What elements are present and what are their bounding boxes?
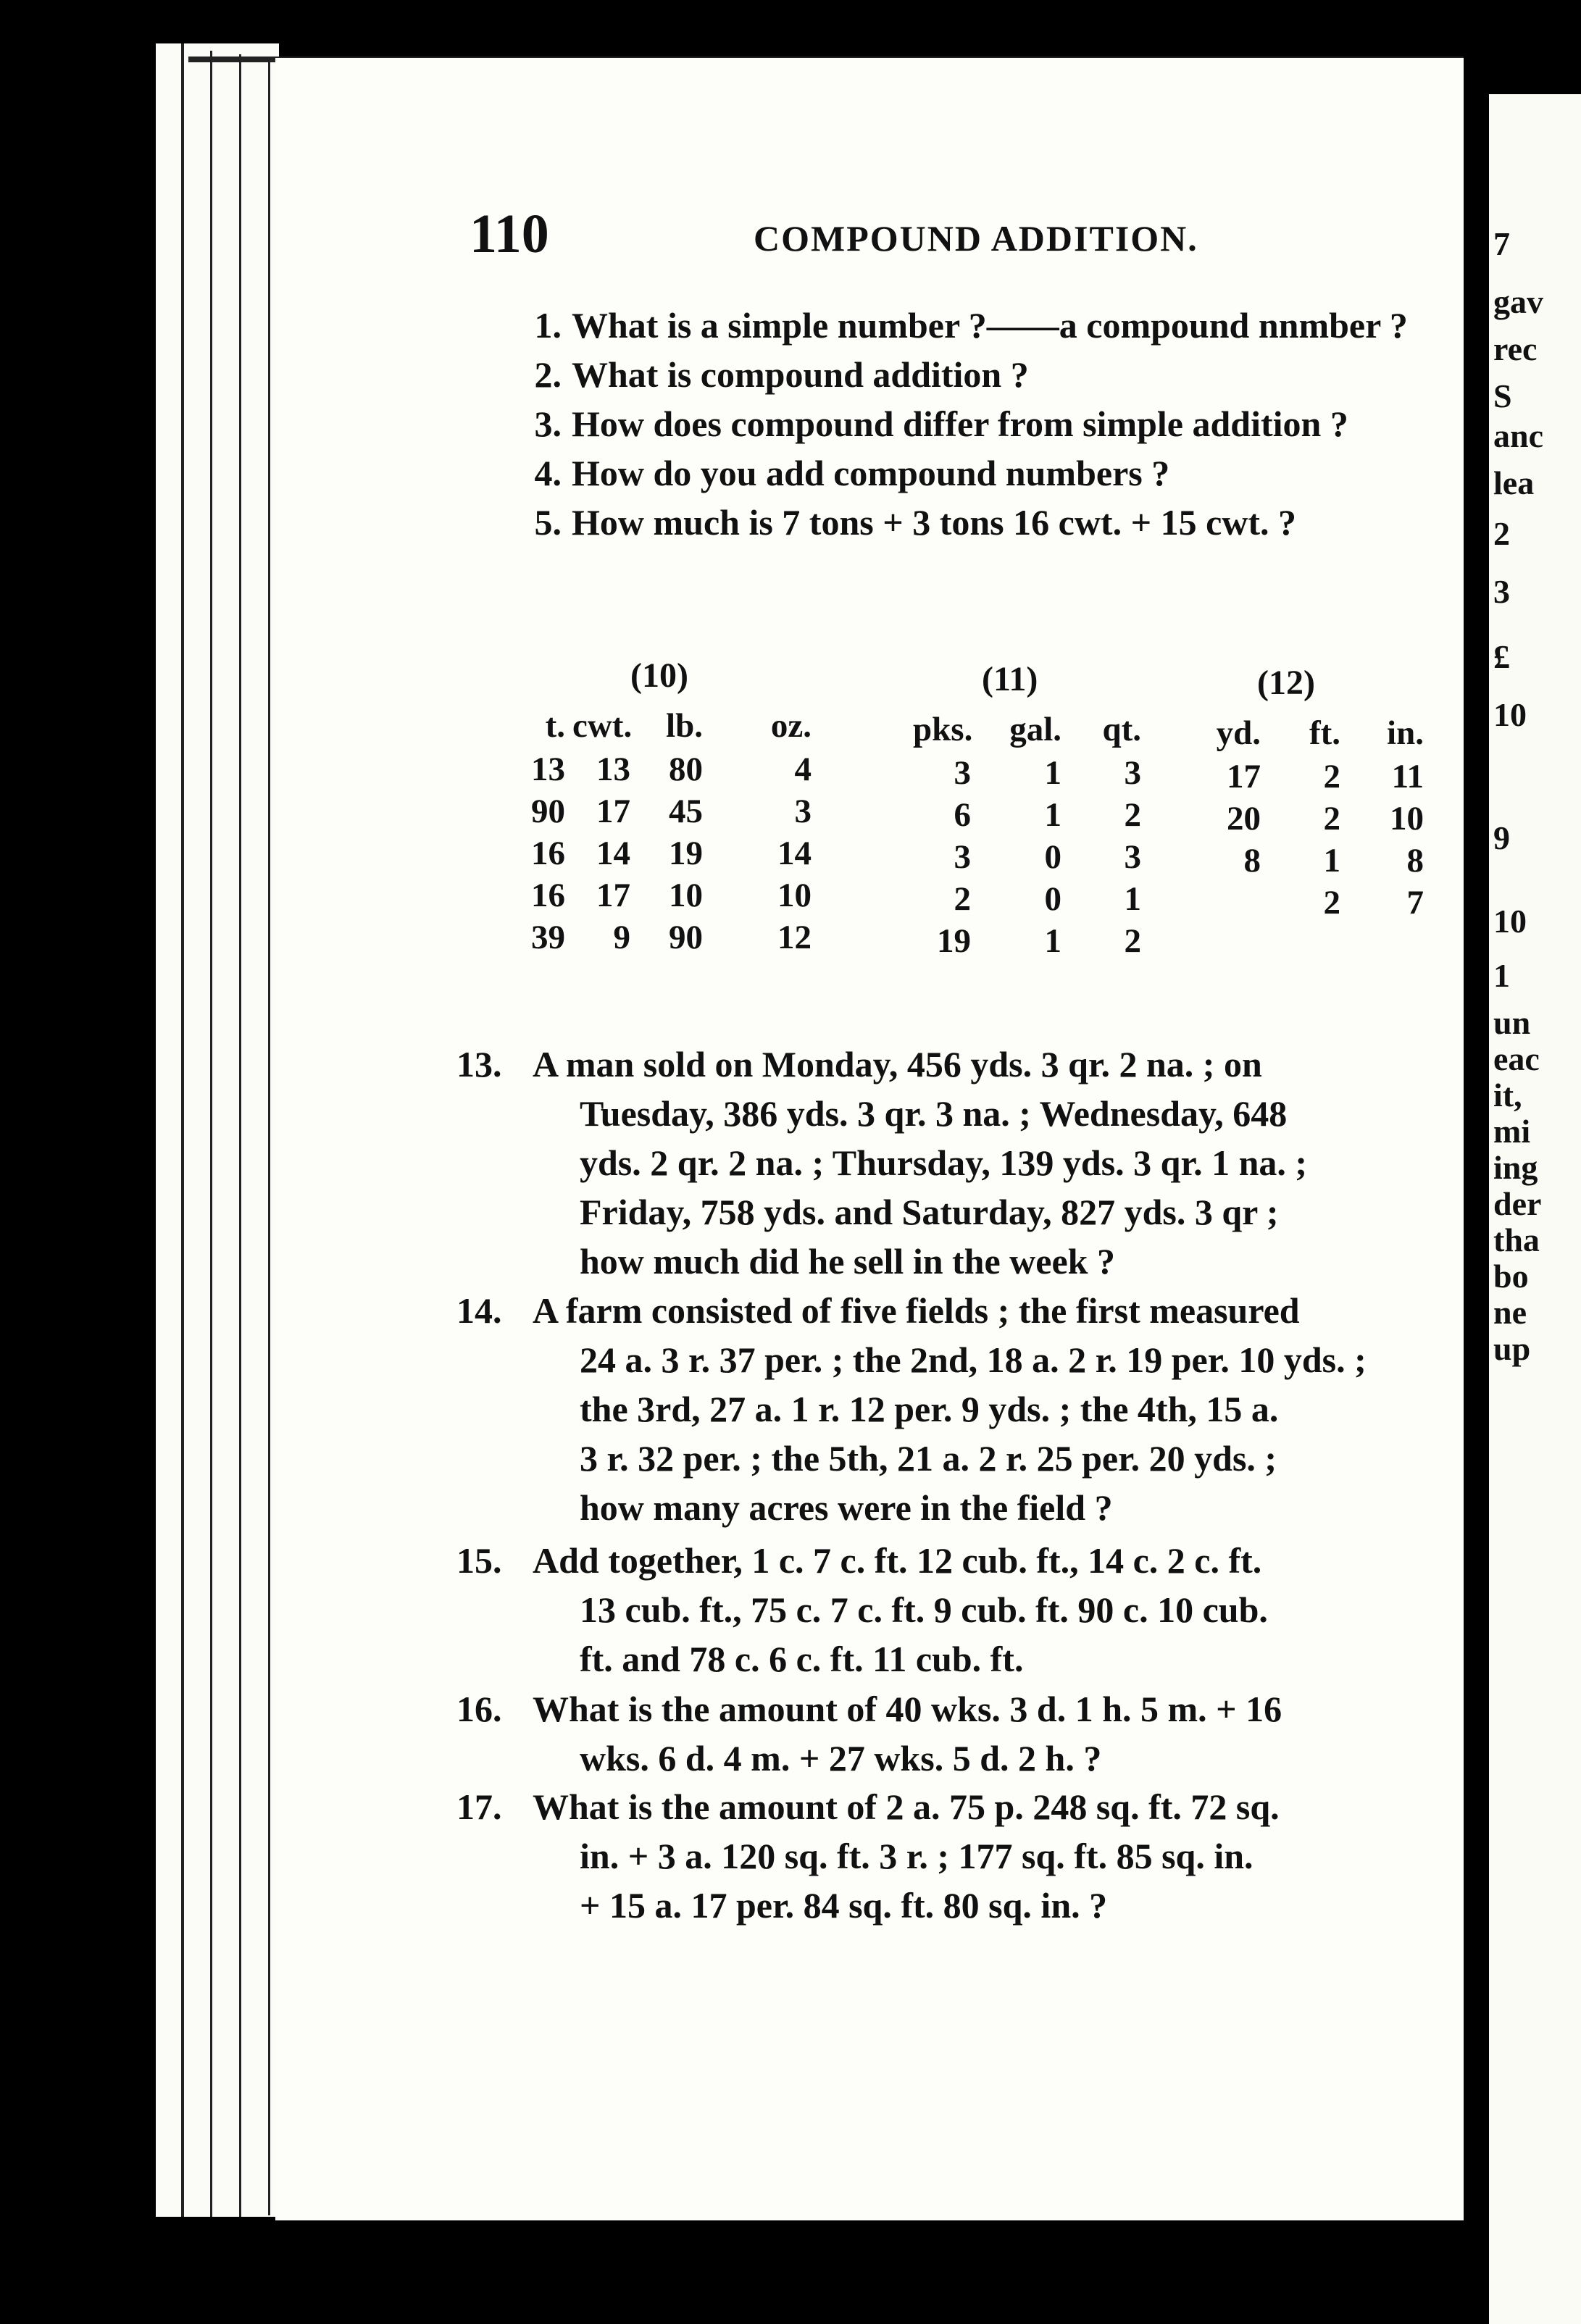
table-cell: 90 (669, 919, 703, 956)
facing-page-fragment: 1 (1493, 957, 1510, 994)
facing-page-fragment: anc (1493, 417, 1543, 454)
question-1 (507, 304, 1408, 346)
page-number: 110 (470, 204, 549, 264)
unit-header: oz. (770, 707, 812, 745)
table-cell: 13 (596, 751, 630, 788)
facing-page-fragment: S (1493, 377, 1512, 414)
facing-page-fragment: tha (1493, 1221, 1540, 1258)
question-number: 2. (534, 354, 562, 395)
question-4 (507, 452, 1169, 494)
table-cell: 14 (596, 835, 630, 872)
page-stack-line (210, 51, 212, 2217)
exercise-label-12: (12) (1257, 664, 1315, 702)
facing-page-fragment: up (1493, 1330, 1531, 1367)
table-cell: 14 (777, 835, 812, 872)
problem-line: Add together, 1 c. 7 c. ft. 12 cub. ft., 14 c. 2 c. ft. (533, 1540, 1262, 1581)
table-cell: 1 (1044, 922, 1061, 960)
facing-page-fragment: 10 (1493, 696, 1527, 733)
table-cell: 3 (954, 838, 971, 876)
running-head: COMPOUND ADDITION. (754, 218, 1198, 259)
question-3 (507, 403, 1348, 445)
question-text: How do you add compound numbers ? (572, 453, 1170, 493)
table-cell: 19 (669, 835, 703, 872)
table-cell: 16 (531, 877, 565, 914)
table-cell: 2 (1124, 922, 1141, 960)
table-cell: 3 (954, 754, 971, 792)
table-cell: 4 (794, 751, 812, 788)
unit-header: cwt. (572, 707, 633, 745)
facing-page-fragment: it, (1493, 1077, 1522, 1113)
table-cell: 10 (777, 877, 812, 914)
unit-header: t. (545, 707, 565, 745)
question-2 (507, 354, 1029, 396)
table-cell: 90 (531, 793, 565, 830)
table-cell: 2 (1323, 800, 1340, 837)
unit-header: yd. (1216, 714, 1261, 752)
problem-line: the 3rd, 27 a. 1 r. 12 per. 9 yds. ; the 4th, 15 a. (580, 1389, 1279, 1429)
table-cell: 2 (1124, 796, 1141, 834)
question-5 (507, 501, 1296, 543)
problem-line: 24 a. 3 r. 37 per. ; the 2nd, 18 a. 2 r. 19 per. 10 yds. ; (580, 1339, 1367, 1380)
table-cell: 3 (794, 793, 812, 830)
problem-line: Tuesday, 386 yds. 3 qr. 3 na. ; Wednesday, 648 (580, 1093, 1288, 1134)
question-text: What is compound addition ? (572, 354, 1029, 395)
facing-page-fragment: 10 (1493, 903, 1527, 940)
table-cell: 2 (954, 880, 971, 918)
table-cell: 1 (1044, 754, 1061, 792)
table-cell: 1 (1044, 796, 1061, 834)
table-cell: 1 (1124, 880, 1141, 918)
unit-header: ft. (1309, 714, 1340, 752)
table-cell: 45 (669, 793, 703, 830)
facing-page-fragment: 3 (1493, 573, 1510, 610)
question-number: 4. (534, 453, 562, 493)
facing-page-fragment: lea (1493, 464, 1535, 501)
problem-line: Friday, 758 yds. and Saturday, 827 yds. 3 qr ; (580, 1192, 1279, 1232)
table-cell: 17 (596, 793, 630, 830)
problem-number: 13. (456, 1044, 502, 1084)
problem-number: 15. (456, 1540, 502, 1581)
facing-page-fragment: rec (1493, 330, 1538, 367)
page-stack-line (181, 43, 184, 2217)
table-cell: 19 (937, 922, 971, 960)
table-cell: 2 (1323, 758, 1340, 795)
facing-page-fragment: un (1493, 1004, 1531, 1041)
table-cell: 2 (1323, 884, 1340, 921)
table-cell: 3 (1124, 838, 1141, 876)
problem-number: 14. (456, 1290, 502, 1331)
facing-page-fragment: eac (1493, 1040, 1540, 1077)
table-cell: 17 (596, 877, 630, 914)
problem-line: + 15 a. 17 per. 84 sq. ft. 80 sq. in. ? (580, 1885, 1108, 1926)
table-cell: 10 (1390, 800, 1424, 837)
table-cell: 12 (777, 919, 812, 956)
facing-page (1489, 94, 1581, 2324)
table-cell: 39 (531, 919, 565, 956)
question-number: 5. (534, 502, 562, 543)
table-cell: 0 (1044, 880, 1061, 918)
problem-line: What is the amount of 2 a. 75 p. 248 sq. ft. 72 sq. (533, 1786, 1280, 1827)
table-cell: 1 (1323, 842, 1340, 879)
problem-line: how much did he sell in the week ? (580, 1241, 1115, 1282)
table-cell: 7 (1406, 884, 1424, 921)
table-cell: 3 (1124, 754, 1141, 792)
question-number: 3. (534, 404, 562, 444)
question-text: How does compound differ from simple addition ? (572, 404, 1348, 444)
table-cell: 0 (1044, 838, 1061, 876)
facing-page-fragment: ing (1493, 1149, 1538, 1186)
table-cell: 6 (954, 796, 971, 834)
table-cell: 10 (669, 877, 703, 914)
table-cell: 80 (669, 751, 703, 788)
facing-page-fragment: £ (1493, 638, 1510, 675)
problem-line: in. + 3 a. 120 sq. ft. 3 r. ; 177 sq. ft. 85 sq. in. (580, 1836, 1253, 1876)
page-stack-line (268, 57, 270, 2215)
problem-line: A man sold on Monday, 456 yds. 3 qr. 2 na. ; on (533, 1044, 1262, 1084)
problem-number: 16. (456, 1689, 502, 1729)
table-cell: 9 (613, 919, 630, 956)
exercise-label-10: (10) (630, 656, 688, 695)
question-number: 1. (534, 305, 562, 346)
unit-header: pks. (913, 711, 973, 748)
problem-line: ft. and 78 c. 6 c. ft. 11 cub. ft. (580, 1639, 1024, 1679)
problem-line: A farm consisted of five fields ; the first measured (533, 1290, 1300, 1331)
problem-line: wks. 6 d. 4 m. + 27 wks. 5 d. 2 h. ? (580, 1738, 1102, 1778)
problem-line: 13 cub. ft., 75 c. 7 c. ft. 9 cub. ft. 90 c. 10 cub. (580, 1589, 1268, 1630)
table-cell: 16 (531, 835, 565, 872)
unit-header: gal. (1009, 711, 1061, 748)
facing-page-fragment: bo (1493, 1258, 1529, 1295)
unit-header: qt. (1102, 711, 1141, 748)
facing-page-fragment: 2 (1493, 515, 1510, 552)
exercise-label-11: (11) (982, 660, 1038, 698)
table-cell: 11 (1391, 758, 1424, 795)
problem-line: how many acres were in the field ? (580, 1487, 1113, 1528)
facing-page-fragment: der (1493, 1185, 1542, 1222)
table-cell: 8 (1243, 842, 1261, 879)
table-cell: 20 (1227, 800, 1261, 837)
unit-header: lb. (666, 707, 703, 745)
problem-number: 17. (456, 1786, 502, 1827)
facing-page-fragment: gav (1493, 283, 1543, 320)
facing-page-fragment: ne (1493, 1294, 1527, 1331)
table-cell: 17 (1227, 758, 1261, 795)
table-cell: 8 (1406, 842, 1424, 879)
problem-line: 3 r. 32 per. ; the 5th, 21 a. 2 r. 25 per. 20 yds. ; (580, 1438, 1277, 1479)
page-stack-edges (156, 43, 279, 2217)
problem-line: What is the amount of 40 wks. 3 d. 1 h. 5 m. + 16 (533, 1689, 1282, 1729)
question-text: What is a simple number ?——a compound nnmber ? (572, 305, 1408, 346)
question-text: How much is 7 tons + 3 tons 16 cwt. + 15 cwt. ? (572, 502, 1297, 543)
problem-line: yds. 2 qr. 2 na. ; Thursday, 139 yds. 3 qr. 1 na. ; (580, 1142, 1308, 1183)
table-cell: 13 (531, 751, 565, 788)
unit-header: in. (1387, 714, 1424, 752)
facing-page-fragment: 7 (1493, 225, 1510, 262)
page-stack-line (239, 54, 241, 2217)
facing-page-fragment: 9 (1493, 819, 1510, 856)
facing-page-fragment: mi (1493, 1113, 1531, 1150)
